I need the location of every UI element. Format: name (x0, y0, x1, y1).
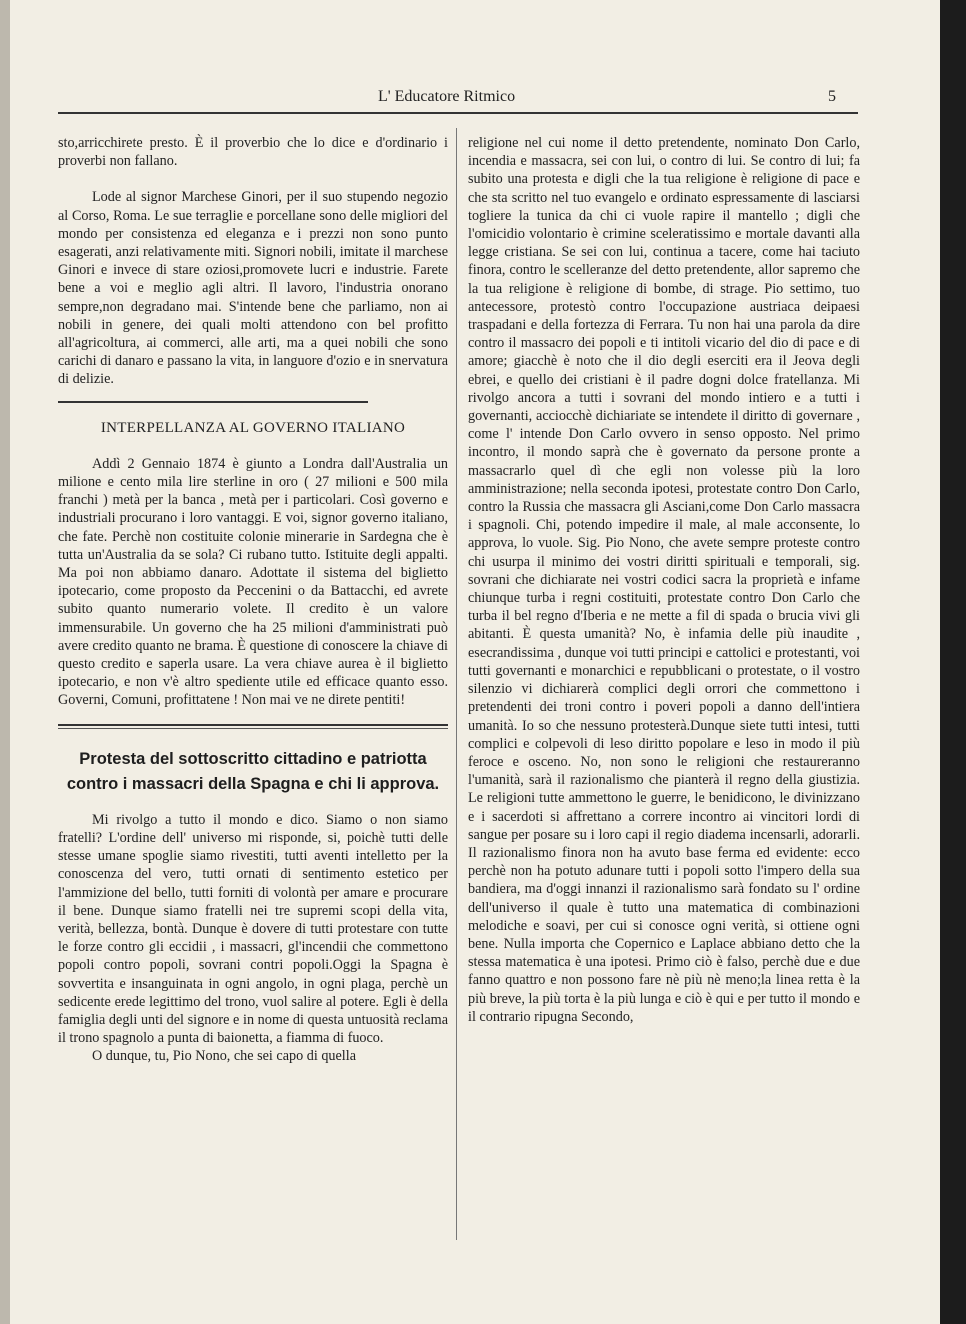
scan-edge-right (940, 0, 966, 1324)
protesta-paragraph: Mi rivolgo a tutto il mondo e dico. Siamo o non siamo fratelli? L'ordine dell' universo mi risponde, si, poichè tutti delle stesse umane spoglie siamo rivestiti, tutti aventi intelletto per la conoscenza del vero, tutti ornati di sentimento estetico per l'ammizione del bello, tutti forniti di volontà per amare e procurare il bene. Dunque siamo fratelli nei tre supremi scopi della vita, verità, bellezza, bontà. Dunque è dovere di tutti protestare con tutte le forze contro gli eccidii , i massacri, gl'incendii che commettono popoli contro popoli, sovrani contri popoli.Oggi la Spagna è sovvertita e insanguinata in ogni angolo, in ogni plaga, perchè un sedicente erede legittimo del trono, vuol salire al potere. Egli è della famiglia degli unti del signore e in nome di questa untuosità reclama il trono spagnolo a punta di baionetta, a fiamma di fuoco. (58, 811, 448, 1047)
scan-edge-left (0, 0, 10, 1324)
page-number: 5 (828, 88, 836, 105)
right-column (468, 134, 860, 1026)
interpellanza-paragraph: Addì 2 Gennaio 1874 è giunto a Londra dall'Australia un milione e cento mila lire sterline in oro ( 27 milioni e 500 mila franchi ) metà per la banca , metà per i particolari. Così governo e industriali procurano i loro vantaggi. E voi, signor governo italiano, che fate. Perchè non costituite colonie minerarie in Sardegna che è tutta un'Australia da se sola? Ci rubano tutto. Istituite degli appalti. Ma poi non abbiamo danaro. Adottate il sistema del biglietto ipotecario, come proposto da Peccenini o da Battacchi, ed avrete subito quanto numerario volete. Il credito è un valore immensurabile. Un governo che ha 25 milioni d'amministrati può avere credito quanto ne brama. È questione di conoscere la chiave di questo credito e saperla usare. La vera chiave aurea è il biglietto ipotecario, e non v'è altro spediente utile ed efficace quanto esso. Governi, Comuni, profittatene ! Non mai ve ne direte pentiti! (58, 455, 448, 709)
closing-line: O dunque, tu, Pio Nono, che sei capo di quella (92, 1048, 356, 1065)
double-section-rule (58, 724, 448, 729)
newspaper-page (10, 0, 940, 1324)
section-rule (58, 401, 368, 403)
column-divider (456, 128, 457, 1240)
intro-paragraph: sto,arricchirete presto. È il proverbio che lo dice e d'ordinario i proverbi non fallano. (58, 135, 448, 170)
ginori-paragraph: Lode al signor Marchese Ginori, per il suo stupendo negozio al Corso, Roma. Le sue terraglie e porcellane sono delle migliori del mondo per consistenza ed eleganza e i prezzi non sono punto esagerati, anzi relativamente miti. Signori nobili, imitate il marchese Ginori e invece di stare oziosi,promovete lucri e industrie. Farete bene a voi e meglio agli altri. Il lavoro, l'industria onorano sempre,non degradano mai. S'intende bene che parliamo, non ai nobili in genere, dei quali molti attendono con bel profitto all'agricoltura, ai commerci, alle arti, ma a quei nobili che sono carichi di danaro e passano la vita, in languore d'ozio e in snervatura di delizie. (58, 189, 448, 388)
interpellanza-title: INTERPELLANZA AL GOVERNO ITALIANO (100, 419, 406, 436)
protesta-title: Protesta del sottoscritto cittadino e patriotta contro i massacri della Spagna e chi li approva. (66, 749, 440, 793)
right-column-paragraph: religione nel cui nome il detto pretendente, nominato Don Carlo, incendia e massacra, sei con lui, o contro di lui. Se contro di lui; fa subito una protesta e digli che la tua religione è religione di pace e che sta scritto nel tuo evangelo e ordinato espressamente di lasciarsi togliere la tunica da chi ci vuole rapire il mantello ; digli che l'omicidio volontario è crimine sceleratissimo e mortale davanti alla legge cristiana. Se sei con lui, continua a tacere, come hai taciuto finora, contro le scelleranze del detto pretendente, allor sapremo che la tua religione è religione di bombe, di strage. Pio settimo, tuo antecessore, protestò contro l'occupazione austriaca deipaesi traspadani e della fortezza di Ferrara. Tu non hai una parola da dire contro il massacro dei popoli e ti intitoli vicario del dio di pace e di amore; giacchè è noto che il dio degli eserciti era il Jeova degli ebrei, e quello dei cristiani è il padre dogni dolce fratellanza. Mi rivolgo ancora a tutti i sovrani del mondo intiero e a tutti i governanti, acciocchè dichiariate se intendete il diritto di governare , come l' intende Don Carlo ovvero in senso opposto. Nel primo incontro, il mondo saprà che è governato da persone pronte a massacrarlo quel dì che egli non volesse più la loro amministrazione; nella seconda ipotesi, protestate contro Don Carlo, contro la Russia che massacra gli Asciani,come Don Carlo massacra i spagnoli. Chi, potendo impedire il male, al male acconsente, lo approva, lo vuole. Sig. Pio Nono, che avete sempre proteste contro chi usurpa il minimo dei vostri diritti spirituali e temporali, sig. sovrani che dichiarate nei vostri codici sacra la proprietà e infame chiunque turba i regni costituiti, protestate contro Don Carlo che turba il bel regno d'Iberia e ne mette a fil di spada o brucia vivi gli abitanti. È questa umanità? No, è infamia delle più inaudite , esecrandissima , dunque voi tutti principi e cattolici e protestanti, voi tutti governanti e monarchici e repubblicani o protestate, o il vostro silenzio vi dichiarerà complici degli orrori che commettono i pretendenti dei troni contro i poveri popoli a danno dell'intiera umanità. Io so che nessuno protesterà.Dunque siete tutti intesi, tutti complici e colpevoli di leso diritto popolare e leso in modo il più feroce e osceno. No, non sono le religioni che restaureranno l'umanità, sarà il razionalismo che pianterà il regno della giustizia. Le religioni tutte ammettono le guerre, le benidicono, le divinizzano e i sacerdoti si affrettano a correre incontro ai vincitori lordi di sangue per posare su i loro capi il regio diadema incensarli, adorarli. Il razionalismo finora non ha avuto base ferma ed evidente: ecco perchè non ha potuto adunare tutti i popoli sotto l'impero della sua bandiera, ma d'oggi innanzi il razionalismo sarà fondato su l' ordine dell'universo il quale è tutto una matematica di combinazioni melodiche e soavi, per cui si conosce ogni verità, si ottiene ogni bene. Nulla importa che Copernico e Laplace abbiano detto che la stessa matematica è una ipotesi. Primo ciò è falso, perchè due e due fanno quattro e non possono fare nè più nè meno;la linea retta è la più breve, la più torta è la più lunga e ciò è qui e per tutto il mondo e il contrario ripugna Secondo, (468, 135, 860, 1025)
running-header (58, 84, 858, 114)
left-column (58, 134, 448, 1066)
header-title: L' Educatore Ritmico (378, 88, 516, 105)
